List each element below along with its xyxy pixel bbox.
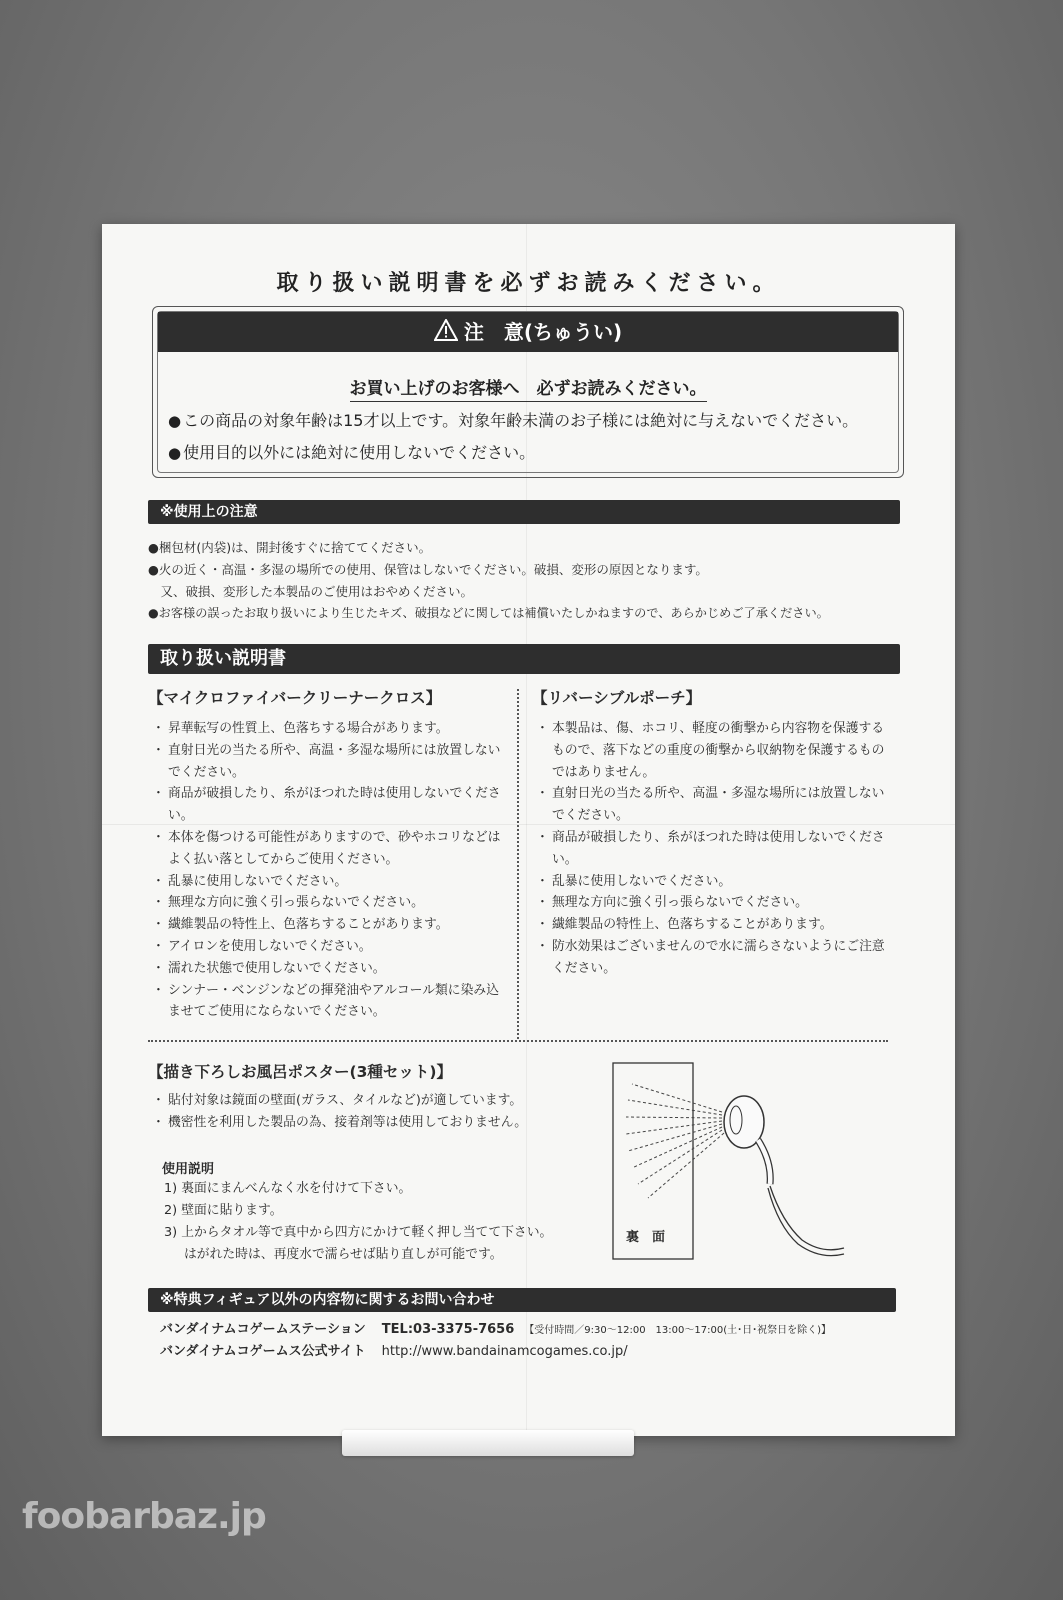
usage-note-4: ●お客様の誤ったお取り扱いにより生じたキズ、破損などに関しては補償いたしかねますので、あらかじめご了承ください。 bbox=[148, 606, 829, 620]
usage-steps bbox=[164, 1178, 552, 1266]
caution-inner-frame bbox=[157, 311, 899, 473]
instructions-heading: 取り扱い説明書 bbox=[148, 644, 900, 674]
list-item: ・ 繊維製品の特性上、色落ちすることがあります。 bbox=[154, 914, 504, 936]
list-item: ・ 直射日光の当たる所や、高温・多湿な場所には放置しないでください。 bbox=[154, 740, 504, 784]
list-item: ・ 商品が破損したり、糸がほつれた時は使用しないでください。 bbox=[538, 827, 888, 871]
list-item: ・ 無理な方向に強く引っ張らないでください。 bbox=[538, 892, 888, 914]
caution-line-age-text: この商品の対象年齢は15才以上です。対象年齢未満のお子様には絶対に与えないでください。 bbox=[183, 411, 859, 430]
caution-heading: 注 意(ちゅうい) bbox=[463, 320, 623, 344]
usage-step: はがれた時は、再度水で濡らせば貼り直しが可能です。 bbox=[184, 1247, 503, 1262]
list-item: ・ 昇華転写の性質上、色落ちする場合があります。 bbox=[154, 718, 504, 740]
usage-step: 2) 壁面に貼ります。 bbox=[164, 1203, 283, 1218]
cloth-title: 【マイクロファイバークリーナークロス】 bbox=[148, 689, 442, 707]
station-hours: 【受付時間／9:30〜12:00 13:00〜17:00(土･日･祝祭日を除く)】 bbox=[524, 1325, 831, 1336]
poster-title: 【描き下ろしお風呂ポスター(3種セット)】 bbox=[148, 1063, 452, 1081]
caution-subheading: お買い上げのお客様へ 必ずお読みください。 bbox=[350, 379, 707, 402]
site-name: バンダイナムコゲームス公式サイト bbox=[160, 1344, 366, 1359]
list-item: ・ 濡れた状態で使用しないでください。 bbox=[154, 958, 504, 980]
list-item: ・ 無理な方向に強く引っ張らないでください。 bbox=[154, 892, 504, 914]
usage-step: 3) 上からタオル等で真中から四方にかけて軽く押し当てて下さい。 bbox=[164, 1225, 553, 1240]
contact-heading: ※特典フィギュア以外の内容物に関するお問い合わせ bbox=[148, 1288, 896, 1312]
station-tel: TEL:03-3375-7656 bbox=[381, 1322, 515, 1337]
caution-line-purpose-text: 使用目的以外には絶対に使用しないでください。 bbox=[183, 443, 536, 462]
cloth-list bbox=[154, 718, 504, 1023]
station-name: バンダイナムコゲームステーション bbox=[160, 1322, 366, 1337]
usage-notes-heading: ※使用上の注意 bbox=[148, 500, 900, 524]
poster-list bbox=[154, 1090, 527, 1134]
bullet-icon: ● bbox=[168, 444, 182, 462]
list-item: ・ 防水効果はございませんので水に濡らさないようにご注意ください。 bbox=[538, 936, 888, 980]
caution-box bbox=[152, 306, 904, 478]
shower-diagram bbox=[612, 1062, 852, 1262]
usage-note-1: ●梱包材(内袋)は、開封後すぐに捨ててください。 bbox=[148, 540, 432, 555]
diagram-label: 裏 面 bbox=[626, 1230, 666, 1245]
contact-station-row bbox=[160, 1318, 831, 1337]
list-item: ・ 商品が破損したり、糸がほつれた時は使用しないでください。 bbox=[154, 783, 504, 827]
usage-note-2: ●火の近く・高温・多湿の場所での使用、保管はしないでください。破損、変形の原因となります。 bbox=[148, 562, 708, 577]
pouch-list bbox=[538, 718, 888, 980]
list-item: ・ シンナー・ベンジンなどの揮発油やアルコール類に染み込ませてご使用にならないでください。 bbox=[154, 980, 504, 1024]
warning-triangle-icon bbox=[434, 314, 458, 354]
column-divider bbox=[517, 689, 519, 1039]
document-title: 取り扱い説明書を必ずお読みください。 bbox=[276, 271, 781, 296]
caution-header bbox=[158, 312, 898, 352]
list-item: ・ 直射日光の当たる所や、高温・多湿な場所には放置しないでください。 bbox=[538, 783, 888, 827]
caution-line-purpose bbox=[168, 440, 535, 463]
usage-note-3: 又、破損、変形した本製品のご使用はおやめください。 bbox=[148, 584, 474, 599]
bullet-icon: ● bbox=[168, 412, 182, 430]
usage-title: 使用説明 bbox=[162, 1162, 215, 1177]
list-item: ・ 機密性を利用した製品の為、接着剤等は使用しておりません。 bbox=[154, 1112, 527, 1134]
list-item: ・ 本体を傷つける可能性がありますので、砂やホコリなどはよく払い落としてからご使用ください。 bbox=[154, 827, 504, 871]
watermark: foobarbaz.jp bbox=[22, 1496, 266, 1537]
usage-step: 1) 裏面にまんべんなく水を付けて下さい。 bbox=[164, 1181, 412, 1196]
caution-subheading-wrap bbox=[158, 374, 898, 399]
list-item: ・ 貼付対象は鏡面の壁面(ガラス、タイルなど)が適しています。 bbox=[154, 1090, 527, 1112]
section-divider bbox=[148, 1040, 888, 1042]
pouch-title: 【リバーシブルポーチ】 bbox=[532, 689, 702, 707]
contact-site-row bbox=[160, 1340, 628, 1359]
instruction-sheet bbox=[102, 224, 955, 1436]
paper-stand bbox=[342, 1430, 634, 1456]
list-item: ・ アイロンを使用しないでください。 bbox=[154, 936, 504, 958]
list-item: ・ 繊維製品の特性上、色落ちすることがあります。 bbox=[538, 914, 888, 936]
caution-line-age bbox=[168, 408, 858, 431]
list-item: ・ 乱暴に使用しないでください。 bbox=[154, 871, 504, 893]
site-url: http://www.bandainamcogames.co.jp/ bbox=[381, 1344, 628, 1359]
list-item: ・ 乱暴に使用しないでください。 bbox=[538, 871, 888, 893]
list-item: ・ 本製品は、傷、ホコリ、軽度の衝撃から内容物を保護するもので、落下などの重度の衝撃から収納物を保護するものではありません。 bbox=[538, 718, 888, 783]
